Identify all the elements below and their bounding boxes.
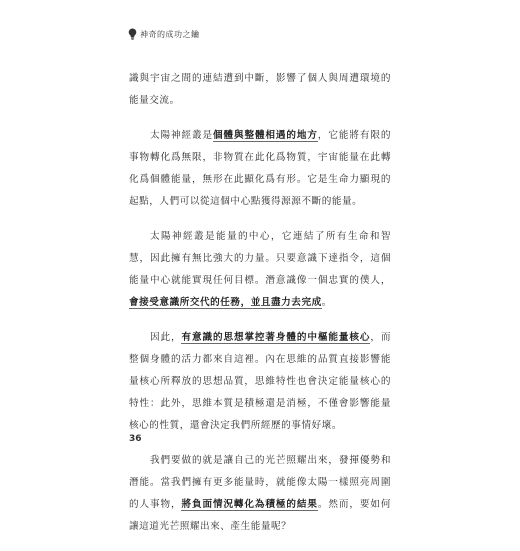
book-title: 神奇的成功之鑰 xyxy=(140,29,200,39)
body-text: 因此， xyxy=(150,332,182,343)
highlighted-text: 將負面情況轉化為積極的結果 xyxy=(181,499,318,510)
body-text: 我們要做的就是讓自己的光芒照耀出來，發揮優勢和潛能。當我們擁有更多能量時，就能像太陽一樣照亮周圍的人事物， xyxy=(129,455,391,510)
paragraph xyxy=(129,226,391,314)
body-text: 。然而，要如何讓這道光芒照耀出來、產生能量呢？ xyxy=(129,499,391,532)
highlighted-text: 有意識的思想掌控著身體的中樞能量核心 xyxy=(181,332,371,343)
page-body xyxy=(129,68,391,551)
body-text: 太陽神經叢是能量的中心，它連結了所有生命和智慧，因此擁有無比強大的力量。只要意識下達指令，這個能量中心就能實現任何目標。潛意識像一個忠實的僕人， xyxy=(129,231,391,286)
paragraph xyxy=(129,68,391,112)
body-text: ，它能將有限的事物轉化爲無限，非物質在此化爲物質，宇宙能量在此轉化爲個體能量，無形在此顯化爲有形。它是生命力顯現的起點，人們可以從這個中心點獲得源源不斷的能量。 xyxy=(129,130,392,207)
paragraph xyxy=(129,327,391,437)
highlighted-text: 個體與整體相遇的地方 xyxy=(212,130,318,141)
running-header xyxy=(128,27,200,41)
body-text: 。 xyxy=(321,297,332,308)
body-text: 識與宇宙之間的連結遭到中斷，影響了個人與周遭環境的能量交流。 xyxy=(129,73,391,106)
lightbulb-icon xyxy=(128,28,137,40)
body-text: 太陽神經叢是 xyxy=(150,130,213,141)
highlighted-text: 會接受意識所交代的任務，並且盡力去完成 xyxy=(129,297,322,308)
page-number: 36 xyxy=(129,434,142,444)
paragraph xyxy=(129,125,391,213)
paragraph xyxy=(129,450,391,538)
body-text: ，而整個身體的活力都來自這裡。內在思維的品質直接影響能量核心所釋放的思想品質，思維特性也會決定能量核心的特性：此外，思維本質是積極還是消極，不僅會影響能量核心的性質，還會決定我們所經歷的事情好壞。 xyxy=(129,332,391,431)
